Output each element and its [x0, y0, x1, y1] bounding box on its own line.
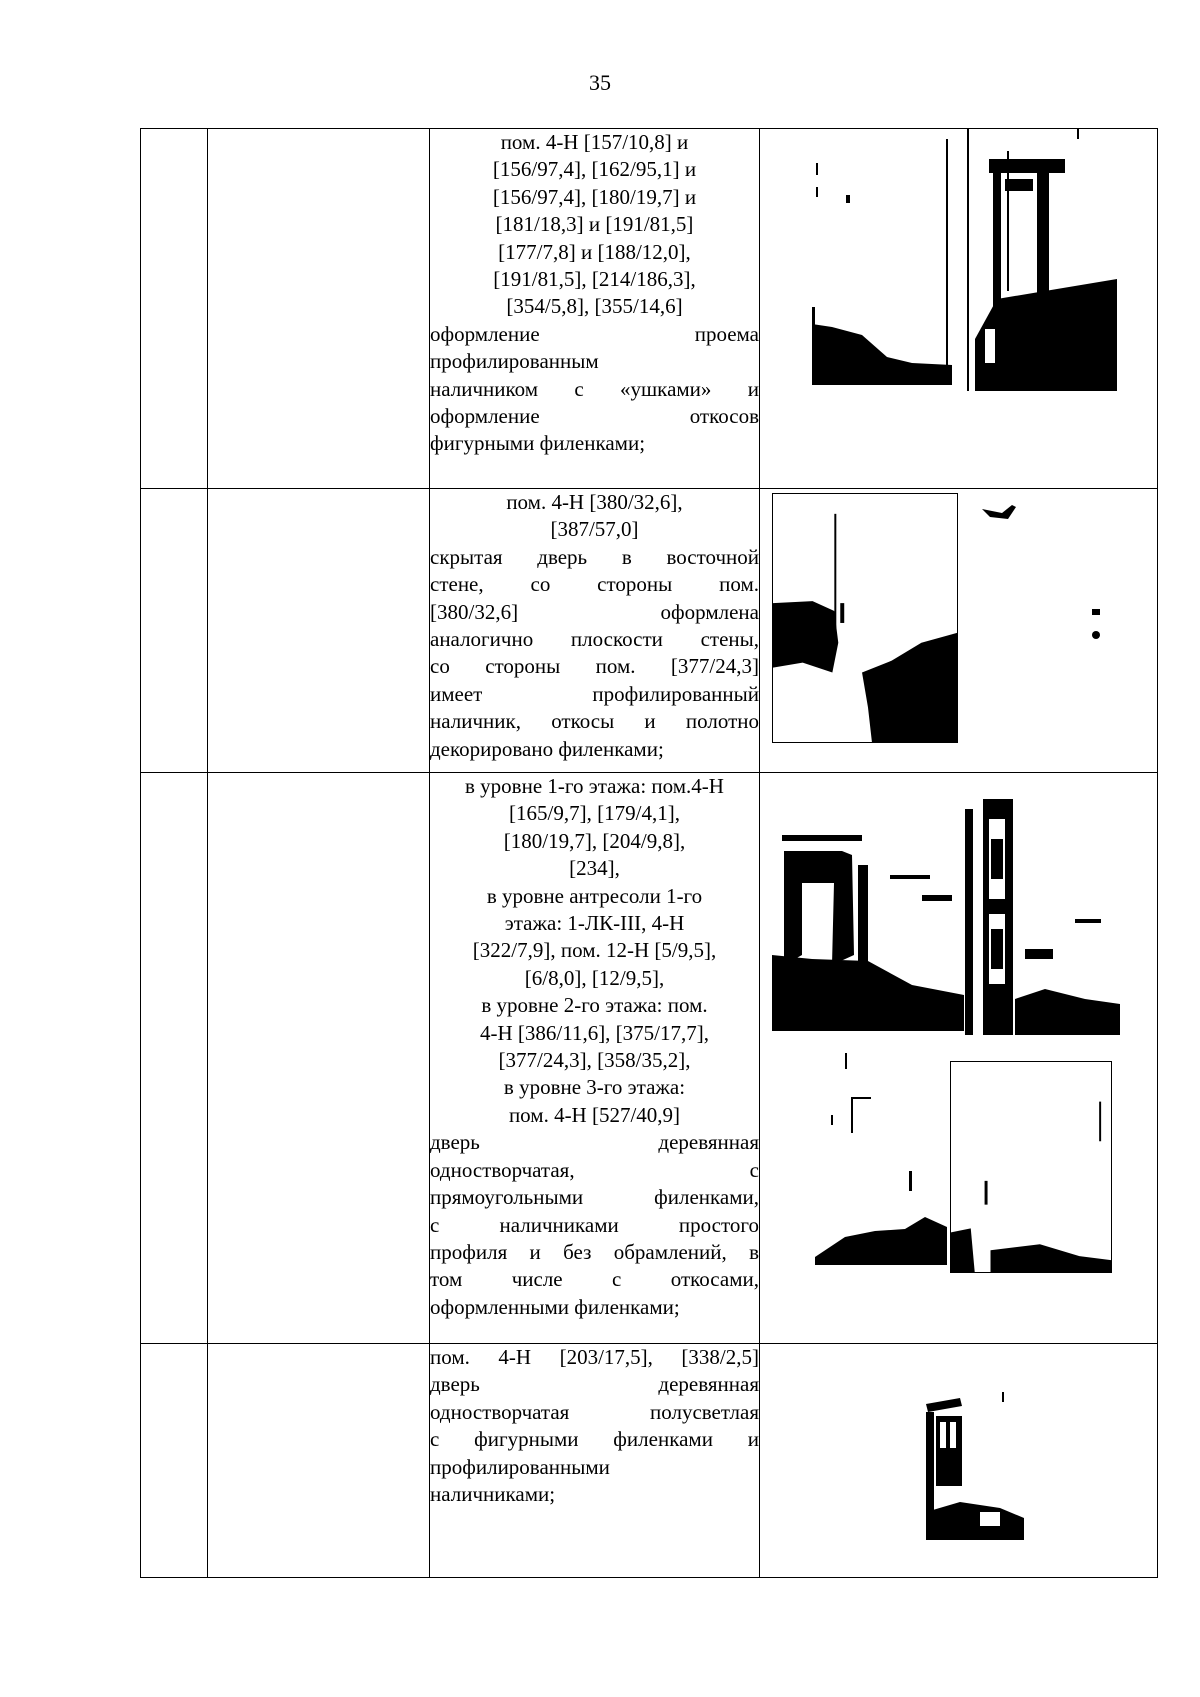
element-name-cell [208, 1344, 430, 1578]
description-line: с фигурными филенками и [430, 1427, 759, 1452]
location-line: [387/57,0] [550, 517, 639, 542]
location-line: в уровне 1-го этажа: пом.4-Н [465, 774, 724, 798]
description-line: профилированными [430, 1454, 610, 1479]
location-line: [354/5,8], [355/14,6] [506, 294, 683, 319]
location-line: [181/18,3] и [191/81,5] [495, 212, 694, 237]
location-line: [234], [569, 856, 620, 881]
description-cell [430, 489, 760, 773]
description-line: оформленными филенками; [430, 1294, 680, 1319]
description-line: дверь деревянная [430, 1372, 759, 1397]
description-line: прямоугольными филенками, [430, 1185, 759, 1210]
description-line: профилированным [430, 349, 599, 374]
location-line: [377/24,3], [358/35,2], [498, 1048, 691, 1073]
location-line: пом. 4-Н [527/40,9] [508, 1102, 681, 1127]
door-photo [967, 129, 1117, 391]
description-line: декорировано филенками; [430, 736, 664, 761]
location-line: [322/7,9], пом. 12-Н [5/9,5], [472, 938, 717, 963]
description-line: наличник, откосы и полотно [430, 709, 759, 734]
description-line: с наличниками простого [430, 1212, 759, 1237]
description-line: аналогично плоскости стены, [430, 627, 759, 652]
row-number-cell [141, 773, 208, 1344]
photo-cell [760, 129, 1158, 489]
location-line: [156/97,4], [180/19,7] и [492, 184, 697, 209]
door-photo [920, 1392, 1030, 1542]
photo-cell [760, 773, 1158, 1344]
table-row [141, 489, 1158, 773]
table-row [141, 129, 1158, 489]
description-line: имеет профилированный [430, 681, 759, 706]
location-line: этажа: 1-ЛК-III, 4-Н [504, 911, 685, 936]
description-line: фигурными филенками; [430, 431, 646, 456]
location-line: [156/97,4], [162/95,1] и [492, 157, 697, 182]
photo-cell [760, 1344, 1158, 1578]
location-line: пом. 4-Н [157/10,8] и [500, 130, 689, 154]
element-name-cell [208, 773, 430, 1344]
description-line: наличниками; [430, 1482, 556, 1507]
location-line: пом. 4-Н [380/32,6], [506, 490, 683, 514]
description-line: профиля и без обрамлений, в [430, 1239, 759, 1264]
location-line: в уровне 2-го этажа: пом. [481, 993, 708, 1018]
location-line: 4-Н [386/11,6], [375/17,7], [479, 1020, 710, 1045]
location-line: [191/81,5], [214/186,3], [493, 267, 696, 292]
element-name-cell [208, 489, 430, 773]
table-row [141, 1344, 1158, 1578]
description-line: стене, со стороны пом. [430, 572, 759, 597]
door-photo [772, 835, 964, 1031]
description-line: одностворчатая, с [430, 1157, 759, 1182]
description-line: скрытая дверь в восточной [430, 544, 759, 569]
door-photo [950, 1061, 1112, 1273]
description-line: оформление откосов [430, 404, 759, 429]
description-line: [380/32,6] оформлена [430, 599, 759, 624]
description-line: дверь деревянная [430, 1130, 759, 1155]
row-number-cell [141, 129, 208, 489]
row-number-cell [141, 1344, 208, 1578]
element-name-cell [208, 129, 430, 489]
location-line: [6/8,0], [12/9,5], [524, 965, 665, 990]
table-row [141, 773, 1158, 1344]
description-line: том числе с откосами, [430, 1267, 759, 1292]
description-line: со стороны пом. [377/24,3] [430, 654, 759, 679]
row-number-cell [141, 489, 208, 773]
photo-cell [760, 489, 1158, 773]
location-line: [177/7,8] и [188/12,0], [498, 239, 691, 264]
location-line: в уровне антресоли 1-го [486, 883, 703, 908]
doors-table [140, 128, 1158, 1578]
door-photo [815, 1053, 947, 1265]
page-number: 35 [589, 70, 611, 95]
door-photo [812, 139, 952, 385]
description-cell [430, 129, 760, 489]
location-line: [165/9,7], [179/4,1], [509, 801, 680, 826]
description-cell [430, 773, 760, 1344]
description-line: одностворчатая полусветлая [430, 1399, 759, 1424]
door-photo [965, 799, 1120, 1035]
description-line: пом. 4-Н [203/17,5], [338/2,5] [430, 1345, 759, 1369]
description-line: наличником с «ушками» и [430, 376, 759, 401]
door-photo [982, 497, 1122, 747]
description-cell [430, 1344, 760, 1578]
location-line: в уровне 3-го этажа: [503, 1075, 686, 1100]
location-line: [180/19,7], [204/9,8], [503, 828, 686, 853]
door-photo [772, 493, 958, 743]
description-line: оформление проема [430, 321, 759, 346]
